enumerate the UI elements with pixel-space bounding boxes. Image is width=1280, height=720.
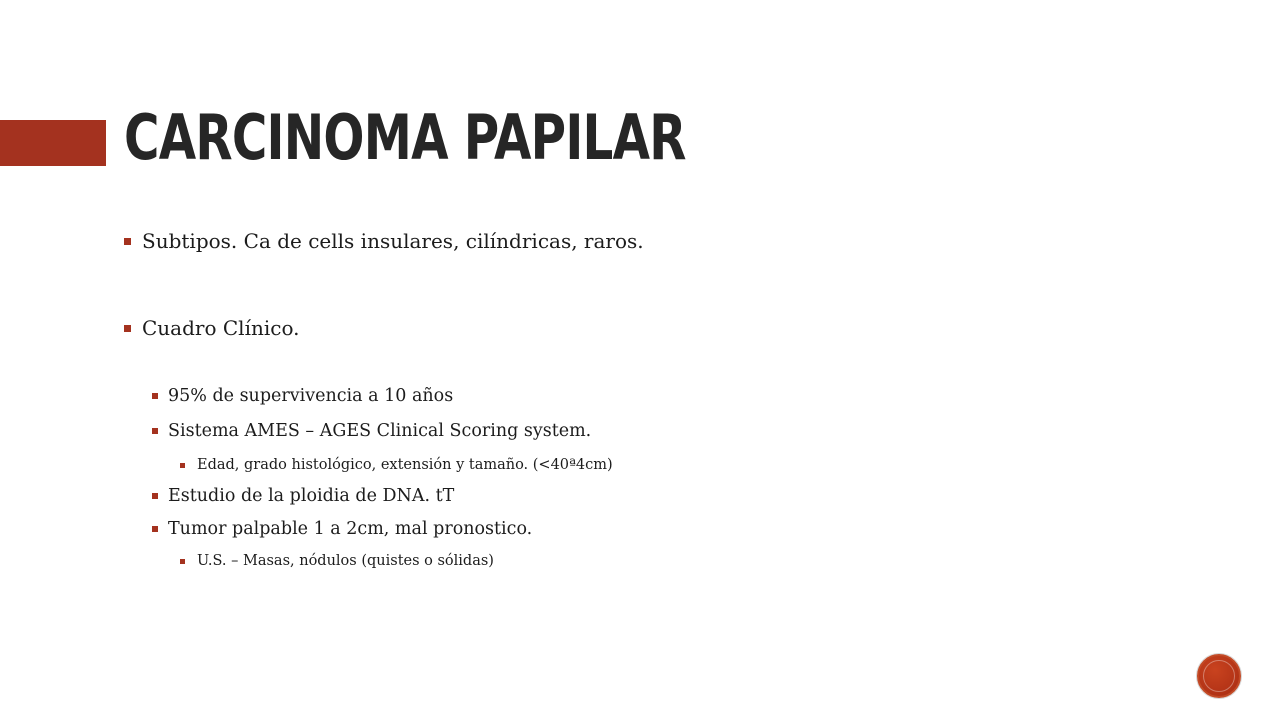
bullet-tumor-palpable	[152, 519, 532, 539]
slide-circle-ornament-icon	[1197, 654, 1241, 698]
bullet-text: Tumor palpable 1 a 2cm, mal pronostico.	[168, 519, 533, 539]
bullet-text: Edad, grado histológico, extensión y tamaño. (<40ª4cm)	[197, 457, 613, 473]
square-bullet-icon	[152, 393, 158, 399]
square-bullet-icon	[152, 493, 158, 499]
bullet-supervivencia	[152, 386, 453, 406]
bullet-text: Subtipos. Ca de cells insulares, cilíndricas, raros.	[142, 229, 644, 253]
slide-title: CARCINOMA PAPILAR	[124, 101, 686, 174]
bullet-ploidia	[152, 486, 454, 506]
bullet-subtipos	[124, 229, 644, 253]
bullet-text: Cuadro Clínico.	[142, 316, 300, 340]
square-bullet-icon	[180, 463, 185, 468]
bullet-text: U.S. – Masas, nódulos (quistes o sólidas)	[197, 553, 494, 569]
square-bullet-icon	[180, 559, 185, 564]
square-bullet-icon	[124, 325, 131, 332]
square-bullet-icon	[152, 526, 158, 532]
bullet-text: 95% de supervivencia a 10 años	[168, 386, 454, 406]
bullet-text: Sistema AMES – AGES Clinical Scoring system.	[168, 421, 592, 441]
bullet-sistema-ames	[152, 421, 591, 441]
square-bullet-icon	[124, 238, 131, 245]
bullet-cuadro-clinico	[124, 316, 300, 340]
title-accent-bar	[0, 120, 106, 166]
bullet-edad-grado	[180, 457, 613, 473]
bullet-us-masas	[180, 553, 494, 569]
bullet-text: Estudio de la ploidia de DNA. tT	[168, 486, 455, 506]
square-bullet-icon	[152, 428, 158, 434]
